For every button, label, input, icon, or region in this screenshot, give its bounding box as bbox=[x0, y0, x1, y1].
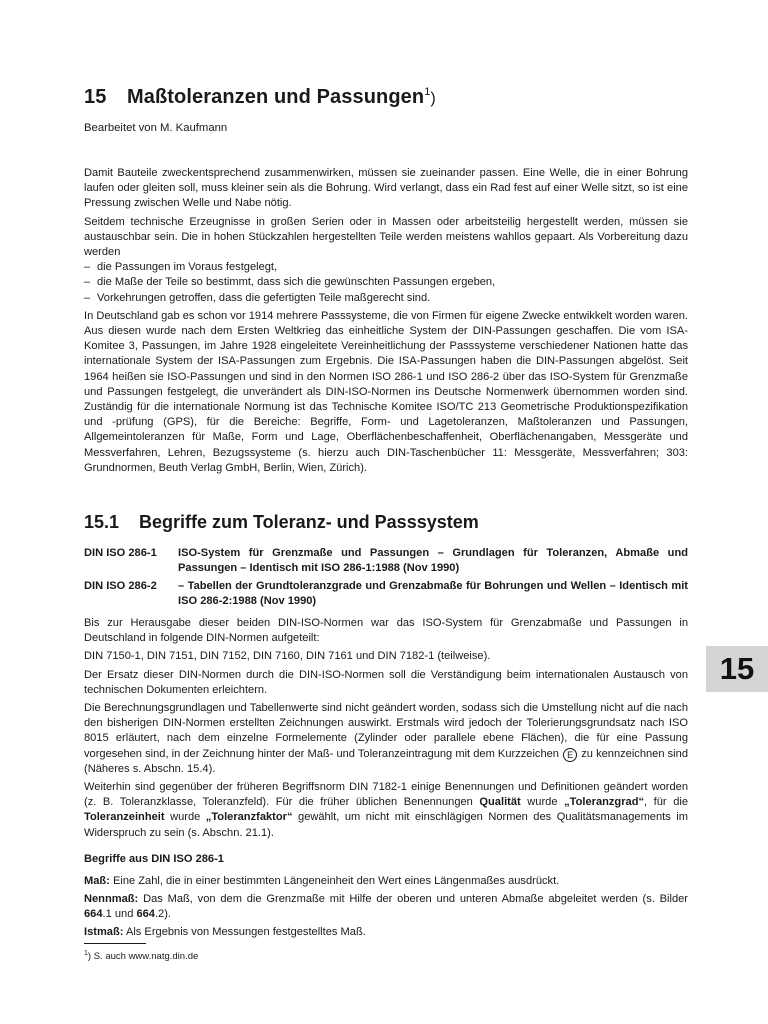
paragraph-text: Weiterhin sind gegenüber der früheren Begriffsnorm DIN 7182-1 einige Benennungen und Definitionen geändert worden (z. B. Toleranzklasse, Toleranzfeld). Für die früher üblichen Benennungen bbox=[84, 781, 688, 809]
definition-text: Eine Zahl, die in einer bestimmten Längeneinheit den Wert eines Längenmaßes ausdrückt. bbox=[112, 874, 560, 887]
paragraph-text: , für die bbox=[644, 796, 688, 809]
intro-text bbox=[84, 166, 688, 479]
figure-ref: 664 bbox=[136, 908, 155, 921]
norm-row bbox=[84, 579, 688, 609]
definition-text: Das Maß, von dem die Grenzmaße mit Hilfe der oberen und unteren Abmaße abgeleitet werden (s. Bilder bbox=[143, 893, 688, 906]
definitions-heading: Begriffe aus DIN ISO 286-1 bbox=[84, 852, 224, 865]
list-item: – die Maße der Teile so bestimmt, dass sich die gewünschten Passungen ergeben, bbox=[84, 275, 688, 290]
definition-term: Istmaß: bbox=[84, 926, 124, 939]
intro-paragraph-2: Seitdem technische Erzeugnisse in großen Serien oder in Massen oder arbeitsteilig hergestellt werden, müssen sie austauschbar sein. Die in hohen Stückzahlen hergestellten Teile werden meistens wahllos gepaart. Als Vorbereitung dazu werden bbox=[84, 215, 688, 259]
preparation-list bbox=[84, 260, 688, 306]
section-title-text: Begriffe zum Toleranz- und Passsystem bbox=[139, 512, 479, 532]
paragraph-text: wurde bbox=[527, 796, 558, 809]
definition-text: Als Ergebnis von Messungen festgestelltes Maß. bbox=[125, 926, 366, 939]
section-title bbox=[84, 512, 479, 533]
footnote-ref-paren: ) bbox=[430, 90, 436, 107]
norm-description: – Tabellen der Grundtoleranzgrade und Grenzabmaße für Bohrungen und Wellen – Identisch mit ISO 286-2:1988 (Nov 1990) bbox=[178, 580, 688, 607]
figure-ref: 664 bbox=[84, 908, 103, 921]
definition-text: .1 und bbox=[102, 908, 134, 921]
definition-istmass bbox=[84, 925, 688, 940]
author-line: Bearbeitet von M. Kaufmann bbox=[84, 122, 228, 134]
section-paragraph-2: DIN 7150-1, DIN 7151, DIN 7152, DIN 7160, DIN 7161 und DIN 7182-1 (teilweise). bbox=[84, 650, 491, 663]
norm-row bbox=[84, 546, 688, 576]
chapter-title-text: Maßtoleranzen und Passungen bbox=[127, 86, 425, 108]
footnote-text: ) S. auch www.natg.din.de bbox=[87, 951, 199, 963]
definition-nennmass bbox=[84, 892, 688, 922]
norm-id: DIN ISO 286-2 bbox=[84, 580, 157, 592]
chapter-thumb-tab: 15 bbox=[706, 646, 768, 692]
intro-paragraph-1: Damit Bauteile zweckentsprechend zusammenwirken, müssen sie zueinander passen. Eine Welle, die in einer Bohrung laufen oder gleiten soll, muss kleiner sein als die Bohrung. Wird verlangt, dass ein Rad fest auf einer Welle sitzt, so ist eine Pressung zwischen Welle und Nabe nötig. bbox=[84, 167, 688, 210]
norm-id: DIN ISO 286-1 bbox=[84, 547, 157, 559]
section-paragraph-3: Der Ersatz dieser DIN-Normen durch die DIN-ISO-Normen soll die Verständigung beim internationalen Austausch von technischen Dokumenten erleichtern. bbox=[84, 668, 688, 696]
term-emphasis: Qualität bbox=[479, 796, 521, 809]
intro-paragraph-3: In Deutschland gab es schon vor 1914 mehrere Passsysteme, die von Firmen für eigene Zwecke entwikkelt worden waren. Aus diesen wurde nach dem Ersten Weltkrieg das einheitliche System der DIN-Passungen geschaffen. Die vom ISA-Komitee 3, Passungen, im Jahre 1928 eingeleitete Vereinheitlichung der Passsysteme verschiedener Nationen hatte das internationale System der ISA-Passungen zum Ergebnis. Die ISA-Passungen haben die DIN-Passungen abgelöst. Seit 1964 heißen sie ISO-Passungen und sind in den Normen ISO 286-1 und ISO 286-2 über das ISO-System für Grenzmaße und Passungen festgelegt, die unverändert als DIN-ISO-Normen ins Deutsche Normenwerk übernommen worden sind. Zuständig für die internationale Normung ist das Technische Komitee ISO/TC 213 Geometrische Produktionspezifikation und -prüfung (GPS), für die Bereiche: Begriffe, Form- und Lagetoleranzen, Maßtoleranzen und Passungen, Allgemeintoleranzen für Maße, Form und Lage, Oberflächenbeschaffenheit, Oberflächenangaben, Messgeräte und Messverfahren, Lehren, Bezugssysteme (s. hierzu auch DIN-Taschenbücher 11: Messgeräte, Messverfahren; 303: Grundnormen, Beuth Verlag GmbH, Berlin, Wien, Zürich). bbox=[84, 309, 688, 474]
paragraph-text: wurde bbox=[170, 811, 201, 824]
definition-term: Nennmaß: bbox=[84, 893, 139, 906]
chapter-number: 15 bbox=[84, 86, 107, 108]
paragraph-text: zu kennzeichnen sind (Näheres s. Abschn. 15.4). bbox=[84, 747, 688, 775]
paragraph-text: Die Berechnungsgrundlagen und Tabellenwerte sind nicht geändert worden, sodass sich die Umstellung nicht auf die nach den bisherigen DIN-Normen erstellten Zeichnungen auswirkt. Erstmals wird jedoch der Tolerierungsgrundsatz nach ISO 8015 erläutert, nach dem einzelne Formelemente (Zylinder oder parallele ebene Flächen), die für eine Passung vorgesehen sind, in der Zeichnung hinter der Maß- und Toleranzeintragung mit dem Kurzzeichen bbox=[84, 702, 688, 760]
section-paragraph-1: Bis zur Herausgabe dieser beiden DIN-ISO-Normen war das ISO-System für Grenzabmaße und Passungen in Deutschland in folgende DIN-Normen aufgeteilt: bbox=[84, 617, 688, 645]
list-item: – die Passungen im Voraus festgelegt, bbox=[84, 260, 688, 275]
chapter-title bbox=[84, 86, 436, 109]
definition-mass bbox=[84, 874, 688, 889]
norm-description: ISO-System für Grenzmaße und Passungen – Grundlagen für Toleranzen, Abmaße und Passungen – Identisch mit ISO 286-1:1988 (Nov 1990) bbox=[178, 547, 688, 574]
section-paragraph-5 bbox=[84, 780, 688, 841]
norm-list bbox=[84, 546, 688, 612]
section-body bbox=[84, 616, 688, 944]
envelope-symbol-icon: E bbox=[563, 748, 577, 762]
term-emphasis: Toleranzeinheit bbox=[84, 811, 165, 824]
footnote-divider bbox=[84, 943, 146, 944]
footnote-ref: 1 bbox=[424, 86, 431, 98]
section-paragraph-4 bbox=[84, 701, 688, 777]
term-emphasis: „Toleranzgrad“ bbox=[564, 796, 645, 809]
section-number: 15.1 bbox=[84, 512, 120, 532]
footnote bbox=[84, 950, 198, 962]
list-item: – Vorkehrungen getroffen, dass die gefertigten Teile maßgerecht sind. bbox=[84, 291, 688, 306]
definition-text: .2). bbox=[154, 908, 171, 921]
footnote-mark: 1 bbox=[84, 950, 88, 957]
paragraph-text: gewählt, um nicht mit einschlägigen Normen des Qualitätsmanagements im Widerspruch zu sein (s. Abschn. 21.1). bbox=[84, 811, 688, 839]
term-emphasis: „Toleranzfaktor“ bbox=[205, 811, 293, 824]
definition-term: Maß: bbox=[84, 874, 110, 887]
